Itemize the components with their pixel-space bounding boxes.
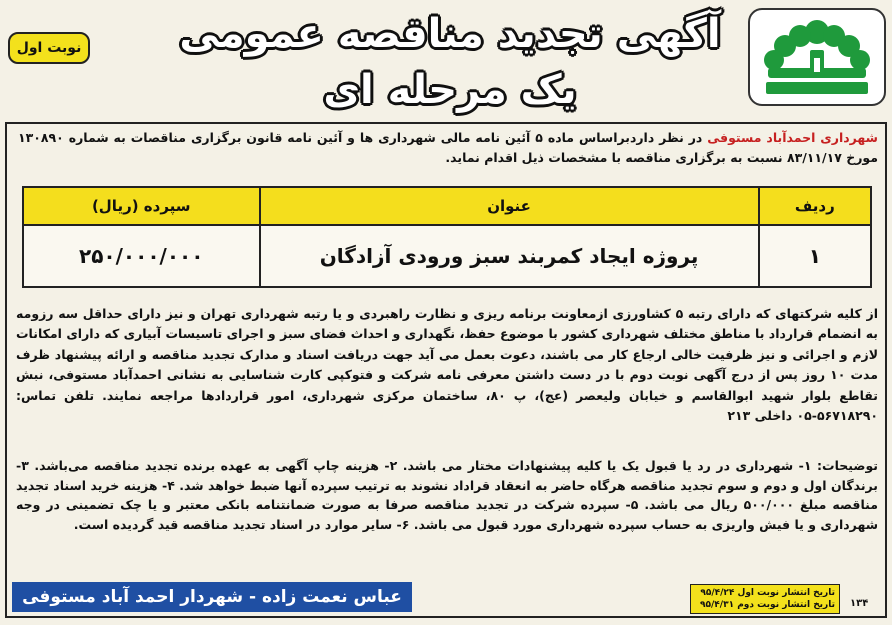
tender-table [22, 186, 872, 288]
page-number: ۱۳۴ [850, 598, 869, 609]
header [0, 0, 892, 120]
header-radif: ردیف [759, 187, 871, 225]
municipality-logo [748, 8, 886, 106]
date-second: تاریخ انتشار نوبت دوم ۹۵/۴/۳۱ [700, 600, 835, 610]
notes-paragraph: توضیحات: ۱- شهرداری در رد یا قبول یک یا کلیه پیشنهادات مختار می باشد. ۲- هزینه چاپ آگهی به عهده برنده تجدید مناقصه می‌باشد. ۳- برندگان اول و دوم و سوم تجدید مناقصه هرگاه حاضر به انعقاد قراداد نشوند به ترتیب سپرده آنها ضبط خواهد شد. ۴- هزینه خرید اسناد تجدید مناقصه مبلغ ۵۰۰/۰۰۰ ریال می باشد. ۵- سپرده شرکت در تجدید مناقصه صرفا به صورت ضمانتنامه بانکی معتبر و یا چک تضمینی در وجه شهرداری و یا فیش واریزی به حساب سپرده شهرداری مورد قبول می باشد. ۶- سایر موارد در اسناد تجدید مناقصه قید گردیده است. [16, 458, 879, 532]
cell-sepordeh: ۲۵۰/۰۰۰/۰۰۰ [23, 225, 260, 287]
intro-text: در نظر داردبراساس ماده ۵ آئین نامه مالی شهرداری ها و آئین نامه قانون برگزاری مناقصات به شماره ۱۳۰۸۹۰ مورخ ۸۳/۱۱/۱۷ نسبت به برگزاری مناقصه با مشخصات ذیل اقدام نماید. [18, 130, 878, 165]
publication-dates [690, 584, 840, 614]
cell-radif: ۱ [759, 225, 871, 287]
intro-paragraph [18, 128, 878, 168]
signature-bar: عباس نعمت زاده - شهردار احمد آباد مستوفی [12, 582, 412, 612]
tree-logo-icon [750, 10, 884, 104]
table-row [23, 225, 871, 287]
table-header-row [23, 187, 871, 225]
header-sepordeh: سپرده (ریال) [23, 187, 260, 225]
header-onvan: عنوان [260, 187, 759, 225]
cell-onvan: پروژه ایجاد کمربند سبز ورودی آزادگان [260, 225, 759, 287]
invitation-paragraph: از کلیه شرکتهای که دارای رتبه ۵ کشاورزی ازمعاونت برنامه ریزی و نظارت راهبردی و یا رتبه شهرداری تهران و نیز دارای حداقل سه رزومه به انضمام قرارداد با مناطق مختلف شهرداری کشور با موضوع حفظ، نگهداری و احداث فضای سبز و اجرای تاسیسات آبیاری که دارای امکانات لازم و اجرائی و نیز ظرفیت خالی ارجاع کار می باشند، دعوت بعمل می آید جهت دریافت اسناد و مدارک تجدید مناقصه و ارائه پیشنهاد ظرف مدت ۱۰ روز پس از درج آگهی نوبت دوم با در دست داشتن معرفی نامه شرکت و فتوکپی کارت شناسایی به نشانی احمدآباد مستوفی، نبش تقاطع بلوار شهید ابوالقاسم و خیابان ولیعصر (عج)، پ ۸۰، ساختمان مرکزی شهرداری، امور قراردادها مراجعه نمایند. تلفن تماس: ۵۶۷۱۸۲۹۰-۰۵ داخلی ۲۱۳ [16, 306, 878, 424]
date-first: تاریخ انتشار نوبت اول ۹۵/۴/۲۴ [700, 588, 835, 598]
title-line-2: یک مرحله ای [323, 67, 577, 113]
title-line-1: آگهی تجدید مناقصه عمومی [179, 11, 721, 57]
publication-badge: نوبت اول [8, 32, 90, 64]
municipality-name: شهرداری احمدآباد مستوفی [707, 130, 878, 145]
